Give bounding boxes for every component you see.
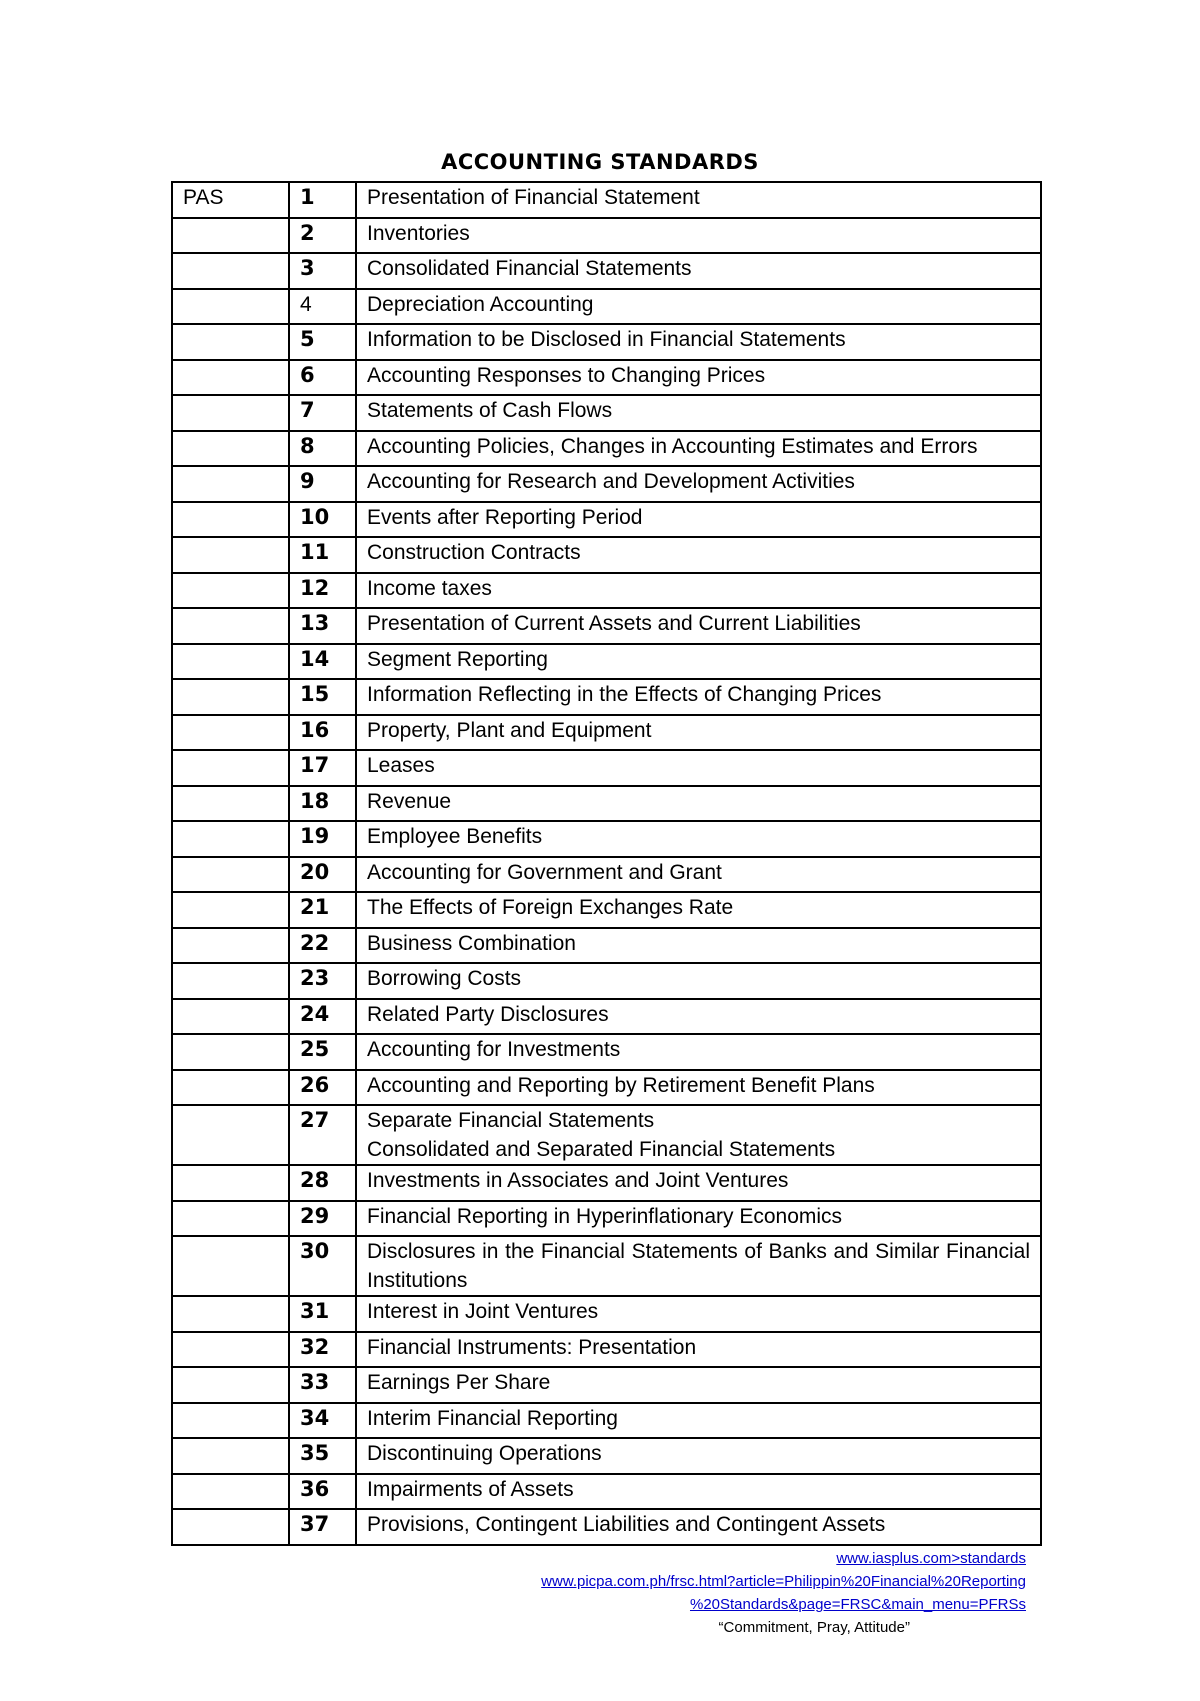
standard-title [356,1070,1041,1106]
table-row [172,786,1041,822]
category-cell [172,289,289,325]
standard-title-line: Segment Reporting [367,647,548,671]
category-cell [172,1509,289,1545]
standard-title [356,1474,1041,1510]
standard-title-line: Presentation of Current Assets and Current Liabilities [367,612,861,635]
standard-title [356,1296,1041,1332]
table-row [172,821,1041,857]
table-row [172,1070,1041,1106]
standard-number: 18 [289,786,356,822]
category-cell [172,679,289,715]
standard-title [356,253,1041,289]
standard-number: 13 [289,608,356,644]
standard-title [356,573,1041,609]
category-cell [172,1367,289,1403]
table-row [172,1201,1041,1237]
category-cell [172,608,289,644]
standard-title-line: Accounting for Investments [367,1038,621,1061]
standard-title [356,1236,1041,1296]
standard-title-line: Interim Financial Reporting [367,1406,618,1430]
table-row [172,608,1041,644]
standard-number: 2 [289,218,356,254]
category-cell [172,786,289,822]
standard-title [356,1105,1041,1165]
standard-number: 35 [289,1438,356,1474]
standard-title-line: Events after Reporting Period [367,505,643,529]
table-row [172,218,1041,254]
standard-title-line: Provisions, Contingent Liabilities and Contingent Assets [367,1513,886,1536]
standard-title-line: Investments in Associates and Joint Ventures [367,1169,789,1192]
table-row [172,1403,1041,1439]
standard-title-line: Information Reflecting in the Effects of Changing Prices [367,683,882,706]
table-row [172,857,1041,893]
standard-title [356,1332,1041,1368]
motto: “Commitment, Pray, Attitude” [718,1619,910,1636]
standard-title [356,1403,1041,1439]
standard-number: 7 [289,395,356,431]
standard-title-line: Presentation of Financial Statement [367,186,700,209]
table-row [172,679,1041,715]
standard-number: 34 [289,1403,356,1439]
category-cell [172,360,289,396]
table-row [172,963,1041,999]
picpa-link-line2[interactable]: %20Standards&page=FRSC&main_menu=PFRSs [689,1596,1026,1613]
standard-title-line: Information to be Disclosed in Financial Statements [367,328,846,351]
standard-number: 20 [289,857,356,893]
table-row [172,253,1041,289]
standard-title [356,999,1041,1035]
standard-title [356,466,1041,502]
standard-title-line: Employee Benefits [367,825,543,848]
table-row [172,182,1041,218]
standard-number: 26 [289,1070,356,1106]
standard-title-line: Related Party Disclosures [367,1002,609,1026]
standard-number: 27 [289,1105,356,1165]
table-row [172,537,1041,573]
table-row [172,715,1041,751]
standard-number: 23 [289,963,356,999]
category-cell [172,1236,289,1296]
standard-title [356,1165,1041,1201]
category-cell [172,324,289,360]
standard-number: 21 [289,892,356,928]
standard-title-line: Accounting Policies, Changes in Accounting Estimates and Errors [367,434,978,458]
standard-title [356,431,1041,467]
standard-title [356,218,1041,254]
standard-number: 1 [289,182,356,218]
category-cell [172,1296,289,1332]
standard-title [356,537,1041,573]
standard-number: 31 [289,1296,356,1332]
category-cell [172,1165,289,1201]
footer [541,1547,1026,1639]
standard-number: 14 [289,644,356,680]
category-cell [172,253,289,289]
category-cell [172,892,289,928]
standard-number: 28 [289,1165,356,1201]
standard-title [356,644,1041,680]
standard-number: 10 [289,502,356,538]
standard-number: 33 [289,1367,356,1403]
category-cell [172,1438,289,1474]
iasplus-link[interactable]: www.iasplus.com>standards [836,1550,1026,1567]
category-cell [172,1105,289,1165]
standard-number: 24 [289,999,356,1035]
category-cell [172,644,289,680]
category-cell [172,963,289,999]
standard-title-line: Leases [367,754,435,777]
standard-number: 4 [289,289,356,325]
category-cell [172,395,289,431]
table-row [172,644,1041,680]
category-cell [172,1474,289,1510]
standard-title-line: Inventories [367,221,470,245]
standard-title-line: Borrowing Costs [367,967,522,990]
table-row [172,1236,1041,1296]
standard-number: 6 [289,360,356,396]
standard-title-line: Property, Plant and Equipment [367,718,652,742]
standard-title [356,289,1041,325]
standard-title-line: Interest in Joint Ventures [367,1300,599,1323]
table-row [172,1165,1041,1201]
standard-title-line: Earnings Per Share [367,1371,551,1394]
standard-title [356,1509,1041,1545]
table-row [172,750,1041,786]
standard-title [356,502,1041,538]
standard-title [356,1034,1041,1070]
standard-title-line: Business Combination [367,931,576,955]
standard-title [356,715,1041,751]
standard-number: 8 [289,431,356,467]
standard-title [356,395,1041,431]
category-cell [172,431,289,467]
standard-title [356,324,1041,360]
standard-number: 17 [289,750,356,786]
standards-table-body [172,182,1041,1545]
table-row [172,573,1041,609]
standard-title [356,750,1041,786]
standard-title-line: Separate Financial Statements [367,1109,655,1132]
category-cell [172,502,289,538]
standard-title-line: Consolidated Financial Statements [367,257,692,280]
standard-title [356,857,1041,893]
category-cell [172,750,289,786]
standard-title-line: Financial Reporting in Hyperinflationary Economics [367,1204,843,1228]
standard-number: 36 [289,1474,356,1510]
table-row [172,502,1041,538]
standard-title [356,1438,1041,1474]
standard-title-line: Accounting for Government and Grant [367,860,722,884]
table-row [172,395,1041,431]
standard-number: 15 [289,679,356,715]
standard-number: 16 [289,715,356,751]
standard-title-line: Disclosures in the Financial Statements of Banks and Similar Financial Institutions [367,1240,1030,1292]
category-cell [172,715,289,751]
standard-title [356,786,1041,822]
category-cell: PAS [172,182,289,218]
table-row [172,1367,1041,1403]
category-cell [172,537,289,573]
category-cell [172,928,289,964]
standard-title [356,821,1041,857]
table-row [172,1105,1041,1165]
table-row [172,1474,1041,1510]
standard-number: 12 [289,573,356,609]
standard-title-line: Depreciation Accounting [367,292,594,316]
category-cell [172,821,289,857]
table-row [172,360,1041,396]
standard-number: 29 [289,1201,356,1237]
standards-table [171,181,1042,1546]
standard-title-line: Statements of Cash Flows [367,399,613,422]
standard-number: 11 [289,537,356,573]
standard-title [356,963,1041,999]
table-row [172,1509,1041,1545]
standard-title [356,608,1041,644]
category-cell [172,1332,289,1368]
standard-title-line: Impairments of Assets [367,1477,574,1501]
standard-title-line: Accounting for Research and Development Activities [367,470,855,493]
table-row [172,289,1041,325]
standard-title-line: Accounting Responses to Changing Prices [367,363,766,387]
standard-number: 3 [289,253,356,289]
table-row [172,1034,1041,1070]
table-row [172,928,1041,964]
table-row [172,466,1041,502]
category-cell [172,857,289,893]
table-row [172,999,1041,1035]
standard-title-line: Consolidated and Separated Financial Statements [367,1138,836,1161]
table-row [172,324,1041,360]
standard-title-line: Income taxes [367,576,492,600]
category-cell [172,1070,289,1106]
category-cell [172,999,289,1035]
standard-title-line: Discontinuing Operations [367,1442,602,1465]
category-cell [172,1034,289,1070]
standard-number: 9 [289,466,356,502]
table-row [172,1438,1041,1474]
standard-title [356,679,1041,715]
standard-number: 37 [289,1509,356,1545]
standard-title-line: Revenue [367,789,452,813]
table-row [172,431,1041,467]
standard-number: 19 [289,821,356,857]
standard-number: 25 [289,1034,356,1070]
standard-title [356,360,1041,396]
standard-title-line: Financial Instruments: Presentation [367,1335,697,1359]
table-row [172,892,1041,928]
category-cell [172,1201,289,1237]
standard-number: 30 [289,1236,356,1296]
picpa-link-line1[interactable]: www.picpa.com.ph/frsc.html?article=Philippin%20Financial%20Reporting [541,1573,1026,1590]
category-cell [172,218,289,254]
standard-title [356,182,1041,218]
standard-title [356,1201,1041,1237]
standard-number: 5 [289,324,356,360]
category-cell [172,466,289,502]
category-cell [172,573,289,609]
category-cell [172,1403,289,1439]
table-row [172,1296,1041,1332]
standard-number: 32 [289,1332,356,1368]
standard-title [356,928,1041,964]
standard-number: 22 [289,928,356,964]
standard-title [356,1367,1041,1403]
standard-title [356,892,1041,928]
table-row [172,1332,1041,1368]
standard-title-line: The Effects of Foreign Exchanges Rate [367,896,734,919]
standard-title-line: Construction Contracts [367,541,581,564]
page-title: ACCOUNTING STANDARDS [441,150,759,174]
standard-title-line: Accounting and Reporting by Retirement Benefit Plans [367,1073,875,1097]
